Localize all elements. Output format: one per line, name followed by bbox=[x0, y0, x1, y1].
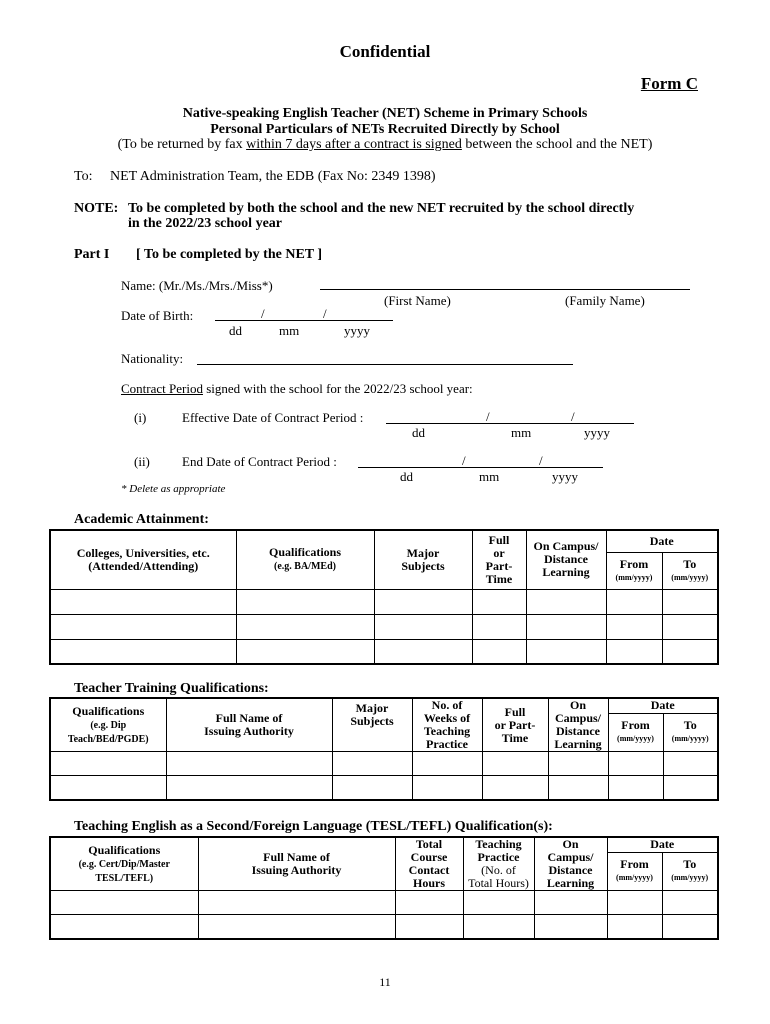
table-row bbox=[50, 915, 718, 939]
name-label: Name: (Mr./Ms./Mrs./Miss*) bbox=[121, 278, 273, 293]
page-number: 11 bbox=[379, 975, 391, 989]
eff-mm: mm bbox=[511, 425, 532, 440]
contract-period-text bbox=[121, 381, 473, 397]
col-qualifications: Qualifications (e.g. Cert/Dip/Master TESL/TEFL) bbox=[50, 837, 198, 891]
note-label: NOTE: bbox=[74, 201, 119, 216]
col-qualifications: Qualifications (e.g. Dip Teach/BEd/PGDE) bbox=[50, 698, 166, 752]
dob-yyyy: yyyy bbox=[344, 323, 370, 338]
doc-title-line2: Personal Particulars of NETs Recruited Directly by School bbox=[210, 122, 560, 137]
end-mm: mm bbox=[479, 469, 500, 484]
col-weeks-practice: No. of Weeks of Teaching Practice bbox=[412, 698, 482, 752]
end-date-input-line[interactable] bbox=[358, 467, 603, 468]
col-date-from: From (mm/yyyy) bbox=[606, 552, 662, 589]
table-row bbox=[50, 776, 718, 800]
table-row bbox=[50, 639, 718, 664]
contract-period-label: Contract Period bbox=[121, 381, 203, 396]
dob-dd: dd bbox=[229, 323, 242, 338]
family-name-caption: (Family Name) bbox=[565, 293, 645, 308]
to-label: To: bbox=[74, 169, 93, 184]
table-row bbox=[50, 752, 718, 776]
table-row bbox=[50, 589, 718, 614]
end-slash-1: / bbox=[462, 453, 466, 468]
effective-date-input-line[interactable] bbox=[386, 423, 634, 424]
col-major-subjects: Major Subjects bbox=[374, 530, 472, 589]
dob-label: Date of Birth: bbox=[121, 308, 194, 323]
contract-period-rest: signed with the school for the 2022/23 school year: bbox=[202, 381, 473, 396]
confidential-label: Confidential bbox=[339, 42, 431, 61]
return-pre: (To be returned by fax bbox=[117, 137, 247, 152]
col-full-part-time: Full or Part- Time bbox=[472, 530, 526, 589]
col-issuing-authority: Full Name of Issuing Authority bbox=[166, 698, 332, 752]
col-major-subjects: Major Subjects bbox=[332, 698, 412, 752]
col-full-part-time: Full or Part- Time bbox=[482, 698, 548, 752]
item-i: (i) bbox=[134, 410, 147, 425]
end-slash-2: / bbox=[539, 453, 543, 468]
col-date-to: To (mm/yyyy) bbox=[662, 852, 718, 890]
effective-date-label: Effective Date of Contract Period : bbox=[182, 410, 364, 425]
item-ii: (ii) bbox=[134, 454, 150, 469]
col-campus-distance: On Campus/ Distance Learning bbox=[548, 698, 608, 752]
end-date-label: End Date of Contract Period : bbox=[182, 454, 337, 469]
col-date: Date bbox=[607, 837, 718, 852]
delete-note: * Delete as appropriate bbox=[121, 483, 226, 495]
first-name-caption: (First Name) bbox=[384, 293, 451, 308]
dob-input-line[interactable] bbox=[215, 320, 393, 321]
col-colleges: Colleges, Universities, etc. (Attended/Attending) bbox=[50, 530, 236, 589]
end-yyyy: yyyy bbox=[552, 469, 578, 484]
col-date: Date bbox=[608, 698, 718, 713]
return-deadline: within 7 days after a contract is signed bbox=[246, 137, 462, 152]
eff-slash-2: / bbox=[571, 409, 575, 424]
nationality-label: Nationality: bbox=[121, 351, 184, 366]
return-instruction bbox=[0, 137, 770, 153]
doc-title-line1: Native-speaking English Teacher (NET) Scheme in Primary Schools bbox=[182, 106, 588, 121]
teacher-training-heading: Teacher Training Qualifications: bbox=[74, 681, 269, 696]
col-date: Date bbox=[606, 530, 718, 552]
tesl-table bbox=[49, 836, 719, 940]
eff-slash-1: / bbox=[486, 409, 490, 424]
col-teaching-practice: Teaching Practice (No. of Total Hours) bbox=[463, 837, 534, 891]
eff-yyyy: yyyy bbox=[584, 425, 610, 440]
return-post: between the school and the NET) bbox=[461, 137, 653, 152]
table-row bbox=[50, 891, 718, 915]
dob-slash-1: / bbox=[261, 306, 265, 321]
col-contact-hours: Total Course Contact Hours bbox=[395, 837, 463, 891]
form-label: Form C bbox=[640, 74, 698, 93]
table-row bbox=[50, 614, 718, 639]
col-date-to: To (mm/yyyy) bbox=[663, 713, 718, 751]
academic-heading: Academic Attainment: bbox=[74, 512, 209, 527]
teacher-training-table bbox=[49, 697, 719, 801]
col-qualifications: Qualifications (e.g. BA/MEd) bbox=[236, 530, 374, 589]
col-campus-distance: On Campus/ Distance Learning bbox=[534, 837, 607, 891]
part1-label: Part I bbox=[74, 247, 110, 262]
eff-dd: dd bbox=[412, 425, 425, 440]
dob-mm: mm bbox=[279, 323, 300, 338]
dob-slash-2: / bbox=[323, 306, 327, 321]
note-line1: To be completed by both the school and the new NET recruited by the school directly bbox=[128, 201, 635, 216]
col-campus-distance: On Campus/ Distance Learning bbox=[526, 530, 606, 589]
academic-table bbox=[49, 529, 719, 665]
col-date-to: To (mm/yyyy) bbox=[662, 552, 718, 589]
part1-title: [ To be completed by the NET ] bbox=[136, 247, 323, 262]
nationality-input-line[interactable] bbox=[197, 364, 573, 365]
col-date-from: From (mm/yyyy) bbox=[607, 852, 662, 890]
col-date-from: From (mm/yyyy) bbox=[608, 713, 663, 751]
to-recipient: NET Administration Team, the EDB (Fax No: 2349 1398) bbox=[110, 169, 436, 184]
end-dd: dd bbox=[400, 469, 413, 484]
col-issuing-authority: Full Name of Issuing Authority bbox=[198, 837, 395, 891]
note-line2: in the 2022/23 school year bbox=[128, 216, 282, 231]
tesl-heading: Teaching English as a Second/Foreign Language (TESL/TEFL) Qualification(s): bbox=[74, 819, 553, 834]
name-input-line[interactable] bbox=[320, 289, 690, 290]
